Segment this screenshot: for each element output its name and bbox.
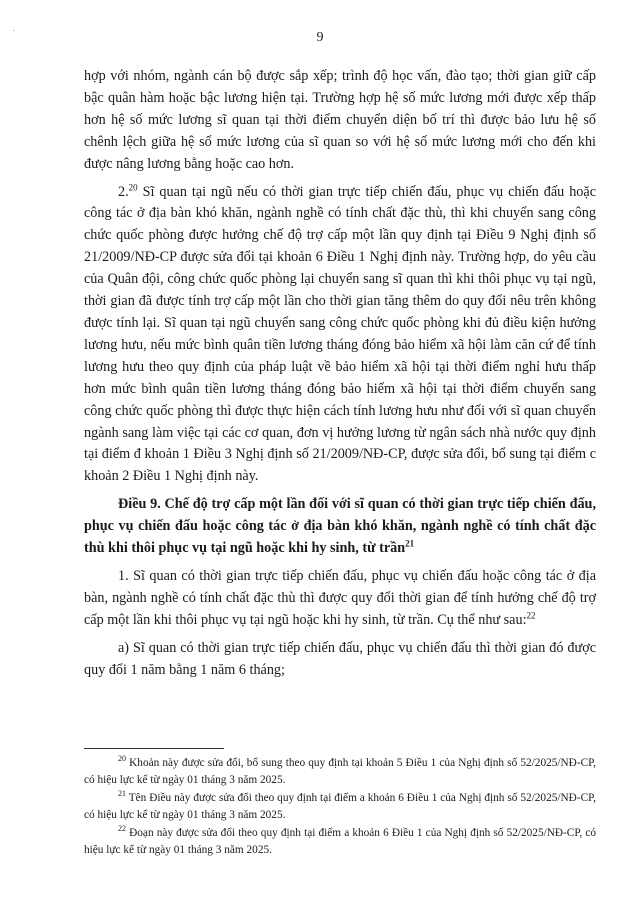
page-number: 9 xyxy=(316,30,324,45)
article-title: Điều 9. Chế độ trợ cấp một lần đối với sĩ quan có thời gian trực tiếp chiến đấu, phục vụ chiến đấu hoặc công tác ở địa bàn khó khăn, ngành nghề có tính chất đặc thù khi thôi phục vụ tại ngũ hoặc khi hy sinh, từ trần xyxy=(84,496,596,557)
paragraph-clause-1 xyxy=(84,566,596,632)
footnote-text: Tên Điều này được sửa đổi theo quy định tại điểm a khoản 6 Điều 1 của Nghị định số 52/2025/NĐ-CP, có hiệu lực kể từ ngày 01 tháng 3 năm 2025. xyxy=(84,791,596,822)
footnote-item xyxy=(84,755,596,790)
footnote-text: Đoạn này được sửa đổi theo quy định tại điểm a khoản 6 Điều 1 của Nghị định số 52/2025/NĐ-CP, có hiệu lực kể từ ngày 01 tháng 3 năm 2025. xyxy=(84,826,596,857)
paragraph-clause-2 xyxy=(84,182,596,489)
document-body xyxy=(84,66,596,681)
footnote-number: 22 xyxy=(118,823,126,833)
footnote-ref-21[interactable]: 21 xyxy=(405,538,415,549)
footnotes xyxy=(84,755,596,859)
footnote-divider xyxy=(84,748,224,749)
footnote-item xyxy=(84,825,596,860)
footnote-number: 21 xyxy=(118,789,126,799)
footnote-ref-22[interactable]: 22 xyxy=(526,610,536,621)
article-heading xyxy=(84,494,596,560)
scan-mark: · xyxy=(12,26,16,37)
clause-text: 1. Sĩ quan có thời gian trực tiếp chiến đấu, phục vụ chiến đấu hoặc công tác ở địa bàn, ngành nghề có tính chất đặc thù thì được quy đổi thời gian để tính hưởng chế độ trợ cấp một lần khi thôi phục vụ tại ngũ hoặc khi hy sinh, từ trần. Cụ thể như sau: xyxy=(84,567,596,628)
paragraph-point-a: a) Sĩ quan có thời gian trực tiếp chiến đấu, phục vụ chiến đấu thì thời gian đó được quy đổi 1 năm bằng 1 năm 6 tháng; xyxy=(84,639,596,678)
footnote-text: Khoản này được sửa đổi, bổ sung theo quy định tại khoản 5 Điều 1 của Nghị định số 52/2025/NĐ-CP, có hiệu lực kể từ ngày 01 tháng 3 năm 2025. xyxy=(84,757,596,787)
clause-text: Sĩ quan tại ngũ nếu có thời gian trực tiếp chiến đấu, phục vụ chiến đấu hoặc công tác ở địa bàn khó khăn, ngành nghề có tính chất đặc thù, thì khi chuyển sang công chức quốc phòng được hưởng chế độ trợ cấp một lần quy định tại Điều 9 Nghị định số 21/2009/NĐ-CP được sửa đổi tại khoản 6 Điều 1 Nghị định này. Trường hợp, do yêu cầu của Quân đội, công chức quốc phòng lại chuyển sang sĩ quan thì khi thôi phục vụ tại ngũ, thời gian đã được tính trợ cấp một lần cho thời gian tăng thêm do quy đổi nêu trên không được tính lại. Sĩ quan tại ngũ chuyển sang công chức quốc phòng khi đủ điều kiện hưởng lương hưu, nếu mức bình quân tiền lương tháng đóng bảo hiểm xã hội làm căn cứ để tính lương hưu theo quy định của pháp luật về bảo hiểm xã hội tại thời điểm nghỉ hưu thấp hơn mức bình quân tiền lương tháng đóng bảo hiểm xã hội tại thời điểm chuyển sang công chức quốc phòng thì được thực hiện cách tính lương hưu như đối với sĩ quan chuyển ngành sang làm việc tại các cơ quan, đơn vị hưởng lương từ ngân sách nhà nước quy định tại điểm đ khoản 1 Điều 3 Nghị định số 21/2009/NĐ-CP, được sửa đổi, bổ sung tại điểm c khoản 2 Điều 1 Nghị định này. xyxy=(84,183,596,485)
footnote-item xyxy=(84,790,596,825)
footnote-number: 20 xyxy=(118,754,126,764)
footnote-ref-20[interactable]: 20 xyxy=(128,181,138,192)
clause-number: 2. xyxy=(118,183,129,200)
paragraph-continued: hợp với nhóm, ngành cán bộ được sắp xếp; trình độ học vấn, đào tạo; thời gian giữ cấp bậc quân hàm hoặc bậc lương hiện tại. Trường hợp hệ số mức lương mới được xếp thấp hơn hệ số mức lương sĩ quan tại thời điểm chuyển diện bố trí thì được bảo lưu hệ số chênh lệch giữa hệ số mức lương của sĩ quan so với hệ số mức lương mới cho đến khi được nâng lương bằng hoặc cao hơn. xyxy=(84,68,596,172)
